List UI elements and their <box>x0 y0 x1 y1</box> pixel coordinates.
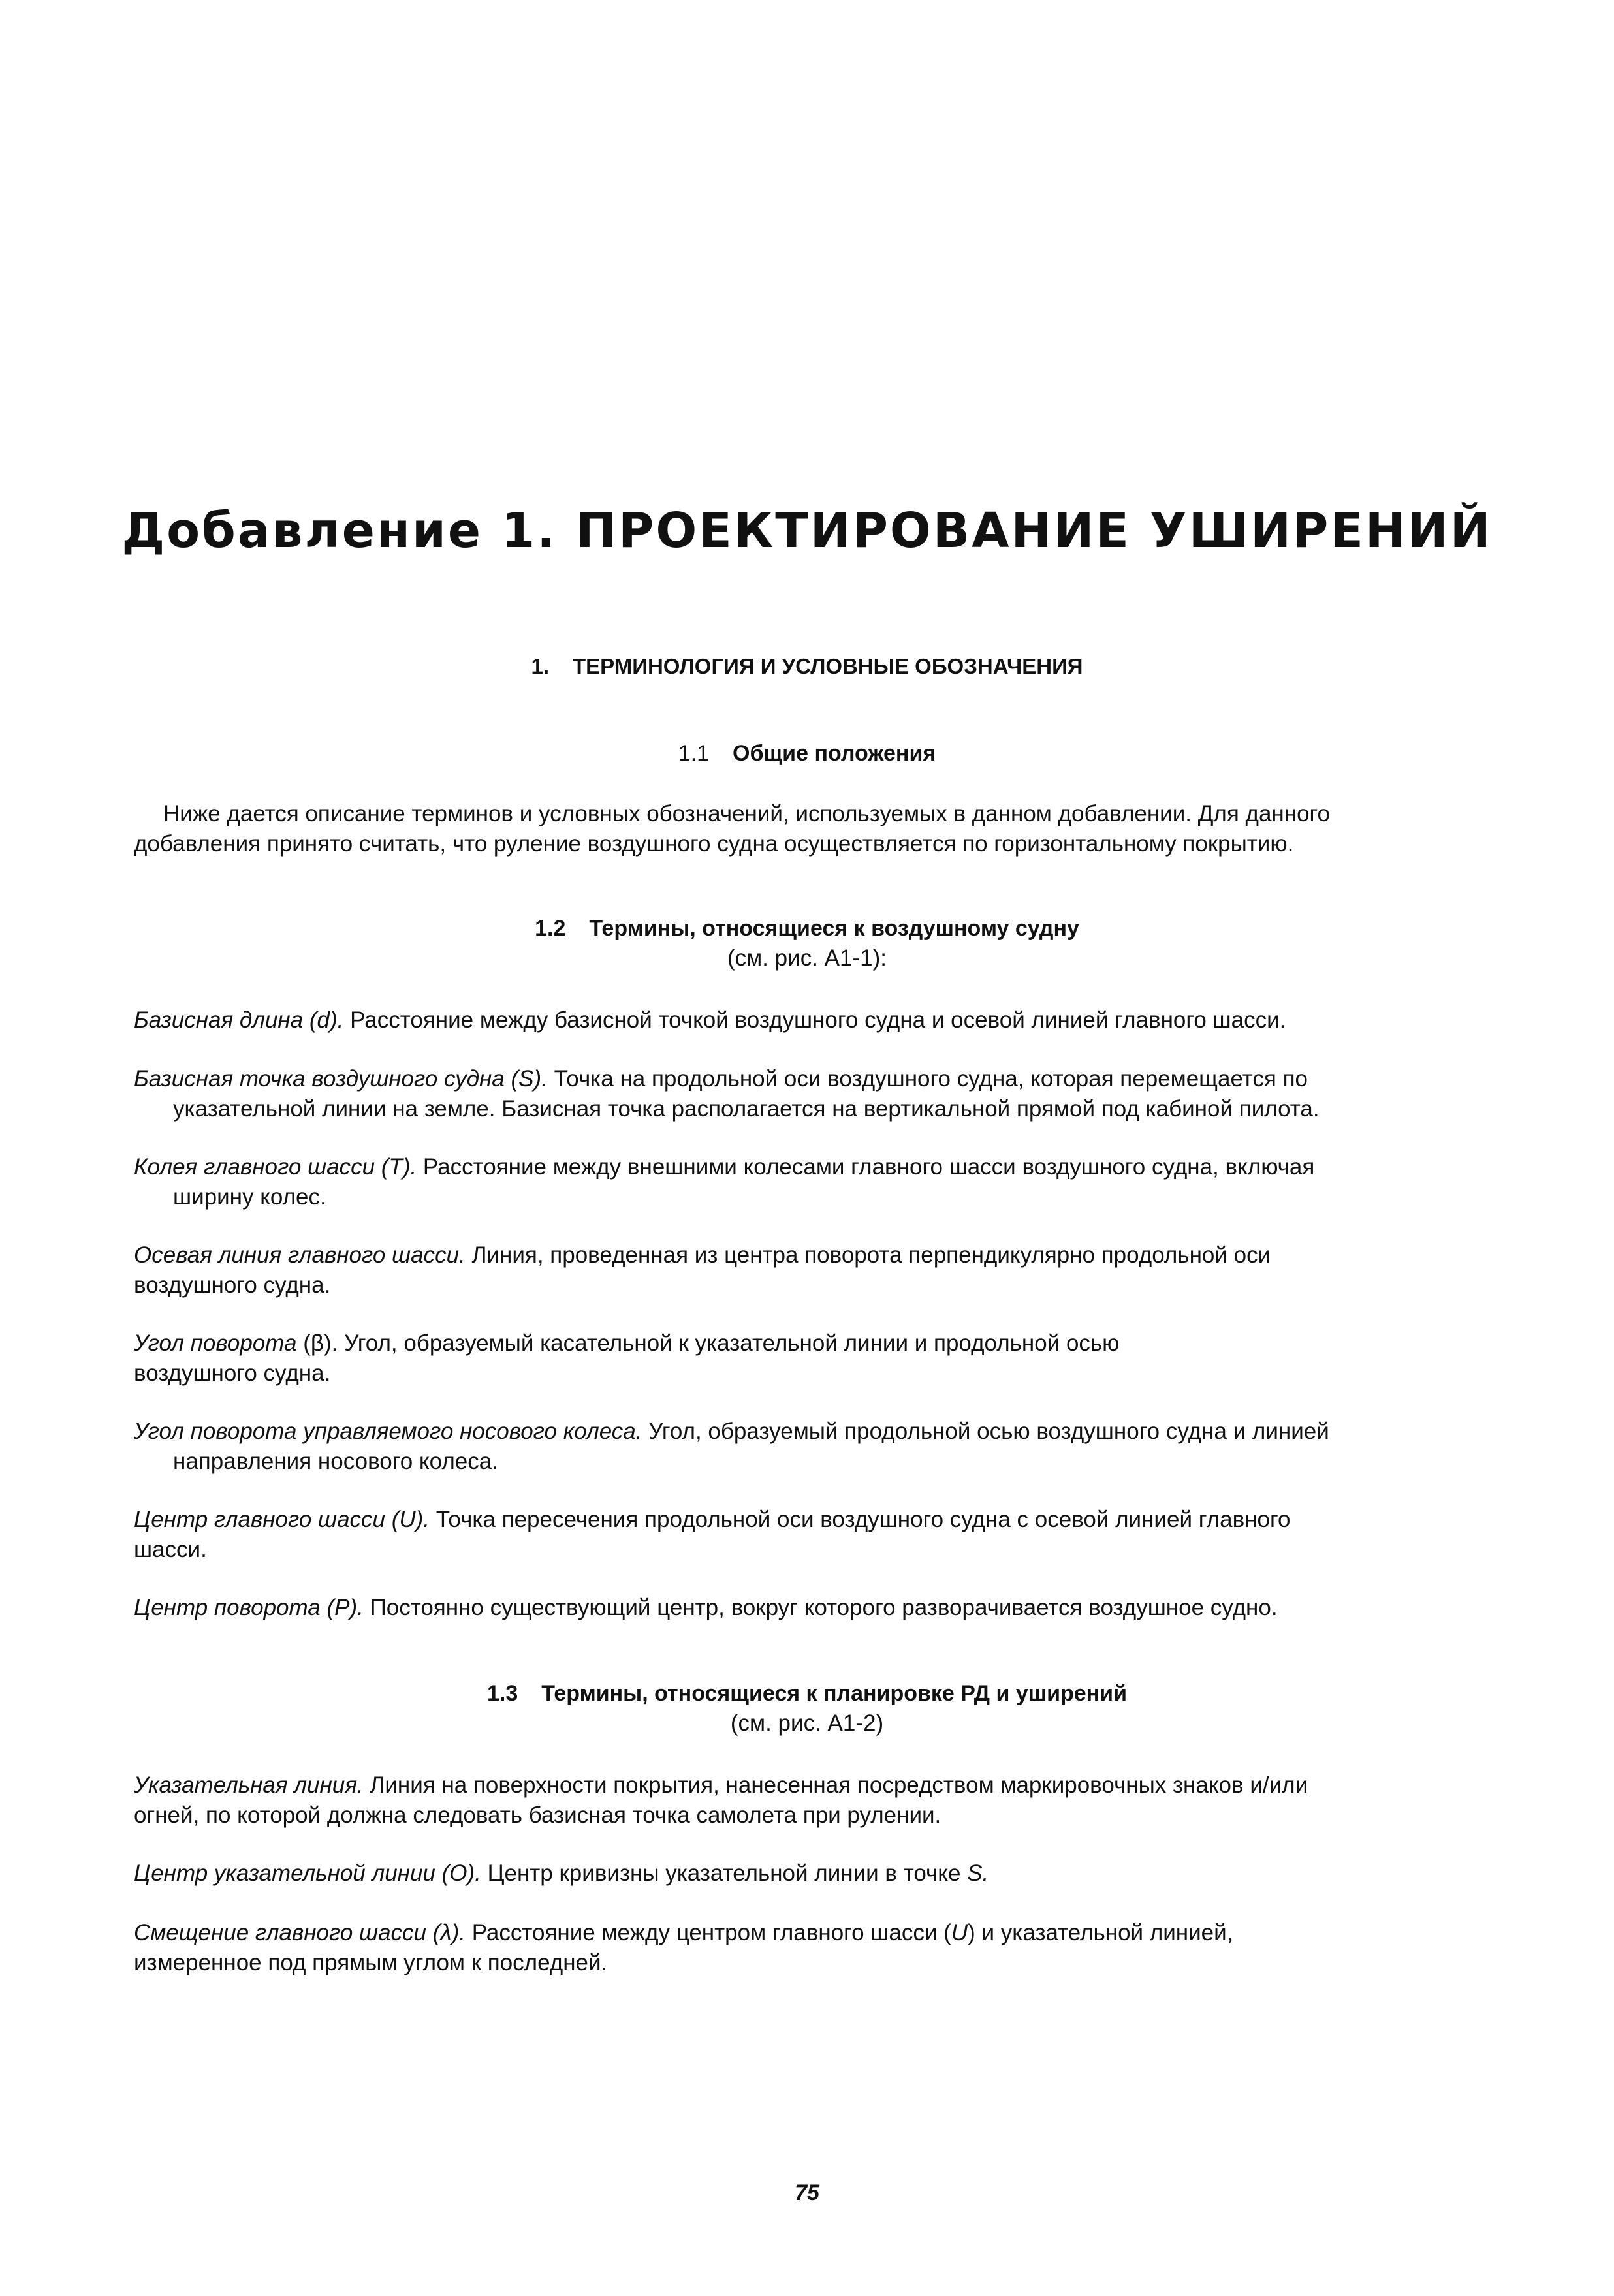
term-definition-cont: направления носового колеса. <box>173 1449 498 1474</box>
figure-reference: (см. рис. А1-1): <box>727 945 887 971</box>
term-entry <box>134 1329 1495 1389</box>
term-definition-cont: указательной линии на земле. Базисная точка располагается на вертикальной прямой под кабиной пилота. <box>173 1096 1320 1122</box>
term-definition-cont: воздушного судна. <box>134 1360 331 1386</box>
subsection-title: Общие положения <box>733 741 936 766</box>
subsection-heading <box>0 741 1614 766</box>
term-name: Указательная линия. <box>134 1772 364 1798</box>
term-name: Смещение главного шасси (λ). <box>134 1920 466 1945</box>
term-definition: Расстояние между центром главного шасси ( <box>466 1920 951 1945</box>
term-definition: Расстояние между внешними колесами главного шасси воздушного судна, включая <box>417 1154 1315 1180</box>
term-symbol: S. <box>967 1861 989 1886</box>
term-name: Центр указательной линии (O). <box>134 1861 481 1886</box>
term-name: Осевая линия главного шасси. <box>134 1242 466 1268</box>
term-entry <box>134 1593 1495 1623</box>
term-definition: (β). Угол, образуемый касательной к указательной линии и продольной осью <box>296 1330 1120 1356</box>
term-definition: Расстояние между базисной точкой воздушного судна и осевой линией главного шасси. <box>343 1007 1286 1033</box>
page-title: Добавление 1. ПРОЕКТИРОВАНИЕ УШИРЕНИЙ <box>121 503 1493 559</box>
section-number: 1. <box>531 654 549 678</box>
term-entry <box>134 1417 1495 1477</box>
term-definition: Линия, проведенная из центра поворота перпендикулярно продольной оси <box>465 1242 1271 1268</box>
paragraph-line: добавления принято считать, что руление воздушного судна осуществляется по горизонтальному покрытию. <box>134 831 1294 857</box>
term-name: Базисная точка воздушного судна (S). <box>134 1066 548 1092</box>
term-definition: ) и указательной линией, <box>968 1920 1233 1945</box>
term-definition: Точка на продольной оси воздушного судна, которая перемещается по <box>547 1066 1308 1092</box>
term-entry <box>134 1005 1495 1035</box>
term-definition-cont: воздушного судна. <box>134 1272 331 1298</box>
term-definition: Точка пересечения продольной оси воздушного судна с осевой линией главного <box>430 1507 1291 1532</box>
term-definition: Постоянно существующий центр, вокруг которого разворачивается воздушное судно. <box>363 1595 1278 1620</box>
term-definition-cont: огней, по которой должна следовать базисная точка самолета при рулении. <box>134 1802 942 1828</box>
term-entry <box>134 1859 1495 1889</box>
term-definition: Центр кривизны указательной линии в точке <box>481 1861 968 1886</box>
subsection-number: 1.1 <box>678 741 710 766</box>
subsection-number: 1.3 <box>487 1681 518 1706</box>
paragraph-line: Ниже дается описание терминов и условных обозначений, используемых в данном добавлении. Для данного <box>163 801 1330 826</box>
term-definition-cont: шасси. <box>134 1537 207 1562</box>
term-name: Центр поворота (P). <box>134 1595 364 1620</box>
page-number: 75 <box>795 2180 819 2205</box>
term-name: Колея главного шасси (T). <box>134 1154 417 1180</box>
term-name: Угол поворота <box>134 1330 297 1356</box>
subsection-title: Термины, относящиеся к планировке РД и уширений <box>541 1681 1127 1706</box>
term-name: Угол поворота управляемого носового колеса. <box>134 1419 642 1444</box>
section-heading <box>0 654 1614 679</box>
section-title: ТЕРМИНОЛОГИЯ И УСЛОВНЫЕ ОБОЗНАЧЕНИЯ <box>573 654 1083 678</box>
term-definition-cont: ширину колес. <box>173 1184 326 1210</box>
term-entry <box>134 1918 1495 1978</box>
term-entry <box>134 1505 1495 1565</box>
term-name: Центр главного шасси (U). <box>134 1507 430 1532</box>
term-definition: Линия на поверхности покрытия, нанесенная посредством маркировочных знаков и/или <box>363 1772 1308 1798</box>
term-entry <box>134 1064 1495 1124</box>
term-symbol: U <box>951 1920 968 1945</box>
term-definition-cont: измеренное под прямым углом к последней. <box>134 1950 608 1975</box>
subsection-number: 1.2 <box>535 916 566 941</box>
term-name: Базисная длина (d). <box>134 1007 344 1033</box>
term-definition: Угол, образуемый продольной осью воздушного судна и линией <box>642 1419 1329 1444</box>
term-entry <box>134 1152 1495 1212</box>
subsection-title: Термины, относящиеся к воздушному судну <box>589 916 1079 941</box>
figure-reference: (см. рис. А1-2) <box>730 1710 884 1736</box>
term-entry <box>134 1240 1495 1300</box>
subsection-heading <box>0 916 1614 941</box>
paragraph <box>134 799 1489 859</box>
term-entry <box>134 1770 1495 1831</box>
subsection-heading <box>0 1681 1614 1706</box>
